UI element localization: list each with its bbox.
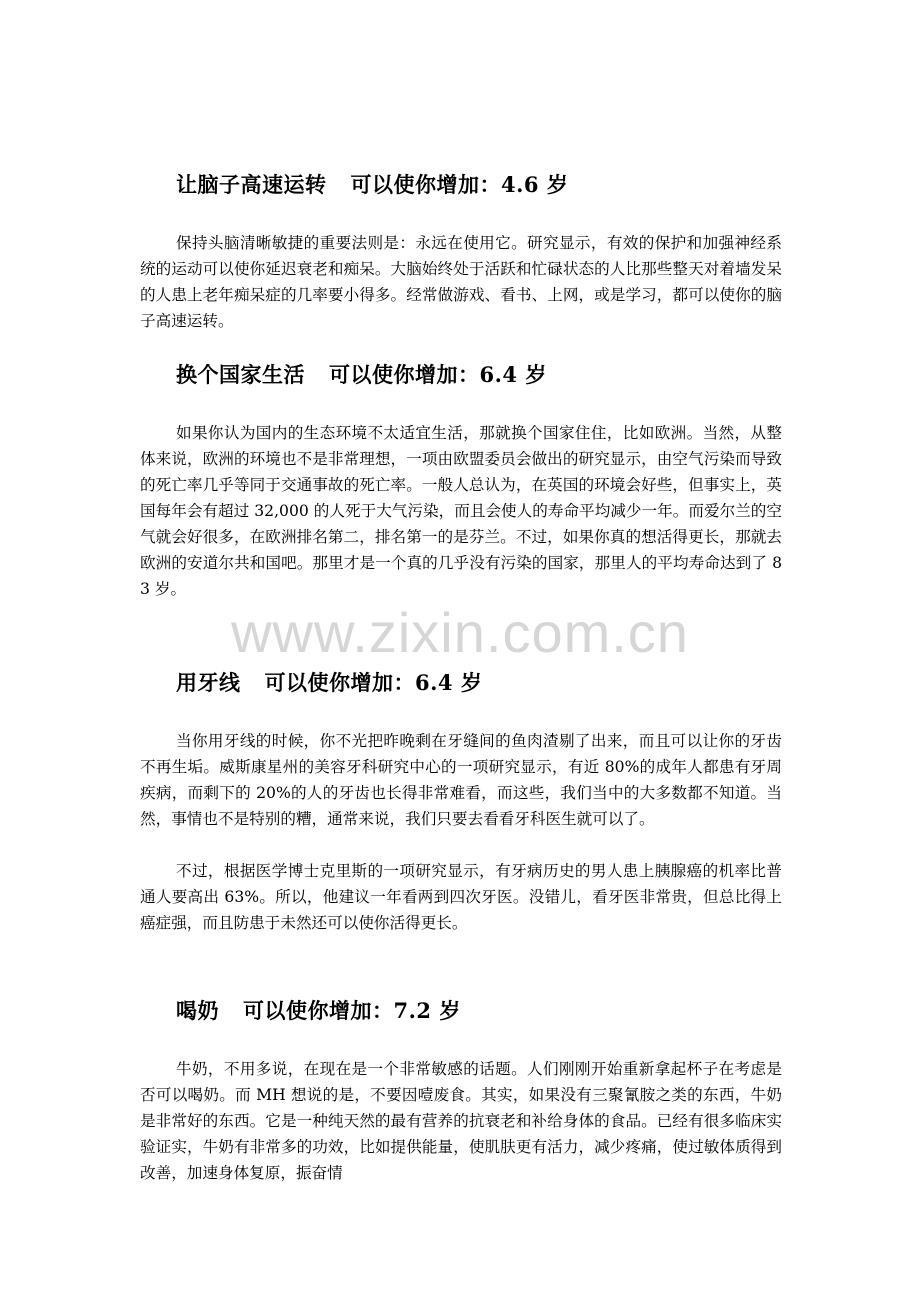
- section-subtitle: 可以使你增加：6.4 岁: [264, 670, 483, 695]
- section-heading-floss: [140, 666, 782, 700]
- section-paragraph: 不过，根据医学博士克里斯的一项研究显示，有牙病历史的男人患上胰腺癌的机率比普通人要高出 63%。所以，他建议一年看两到四次牙医。没错儿，看牙医非常贵，但总比得上癌症强，而且防患于未然还可以使你活得更长。: [140, 862, 782, 932]
- section-subtitle: 可以使你增加：4.6 岁: [350, 172, 569, 197]
- article-body: [140, 168, 782, 1186]
- section-paragraph: 牛奶，不用多说，在现在是一个非常敏感的话题。人们刚刚开始重新拿起杯子在考虑是否可以喝奶。而 MH 想说的是，不要因噎废食。其实，如果没有三聚氰胺之类的东西，牛奶是非常好的东西。它是一种纯天然的最有营养的抗衰老和补给身体的食品。已经有很多临床实验证实，牛奶有非常多的功效，比如提供能量，使肌肤更有活力，减少疼痛，使过敏体质得到改善，加速身体复原，振奋情: [140, 1060, 782, 1182]
- section-subtitle: 可以使你增加：7.2 岁: [243, 998, 461, 1023]
- section-title: 喝奶: [176, 998, 219, 1023]
- section-heading-country: [140, 358, 782, 392]
- section-paragraph: 保持头脑清晰敏捷的重要法则是：永远在使用它。研究显示，有效的保护和加强神经系统的运动可以使你延迟衰老和痴呆。大脑始终处于活跃和忙碌状态的人比那些整天对着墙发呆的人患上老年痴呆症的几率要小得多。经常做游戏、看书、上网，或是学习，都可以使你的脑子高速运转。: [140, 234, 782, 330]
- section-title: 让脑子高速运转: [176, 172, 327, 197]
- section-paragraph: 当你用牙线的时候，你不光把昨晚剩在牙缝间的鱼肉渣剔了出来，而且可以让你的牙齿不再生垢。威斯康星州的美容牙科研究中心的一项研究显示，有近 80%的成年人都患有牙周疾病，而剩下的 20%的人的牙齿也长得非常难看，而这些，我们当中的大多数都不知道。当然，事情也不是特别的糟，通常来说，我们只要去看看牙科医生就可以了。: [140, 732, 782, 828]
- section-subtitle: 可以使你增加：6.4 岁: [329, 362, 547, 387]
- section-title: 用牙线: [176, 670, 241, 695]
- section-heading-milk: [140, 994, 782, 1028]
- watermark: www.zixin.com.cn: [231, 601, 689, 664]
- section-heading-brain: [140, 168, 782, 202]
- section-paragraph: 如果你认为国内的生态环境不太适宜生活，那就换个国家住住，比如欧洲。当然，从整体来说，欧洲的环境也不是非常理想，一项由欧盟委员会做出的研究显示，由空气污染而导致的死亡率几乎等同于交通事故的死亡率。一般人总认为，在英国的环境会好些，但事实上，英国每年会有超过 32,000 的人死于大气污染，而且会使人的寿命平均减少一年。而爱尔兰的空气就会好很多，在欧洲排名第二，排名第一的是芬兰。不过，如果你真的想活得更长，那就去欧洲的安道尔共和国吧。那里才是一个真的几乎没有污染的国家，那里人的平均寿命达到了 83 岁。: [140, 424, 782, 598]
- section-title: 换个国家生活: [176, 362, 305, 387]
